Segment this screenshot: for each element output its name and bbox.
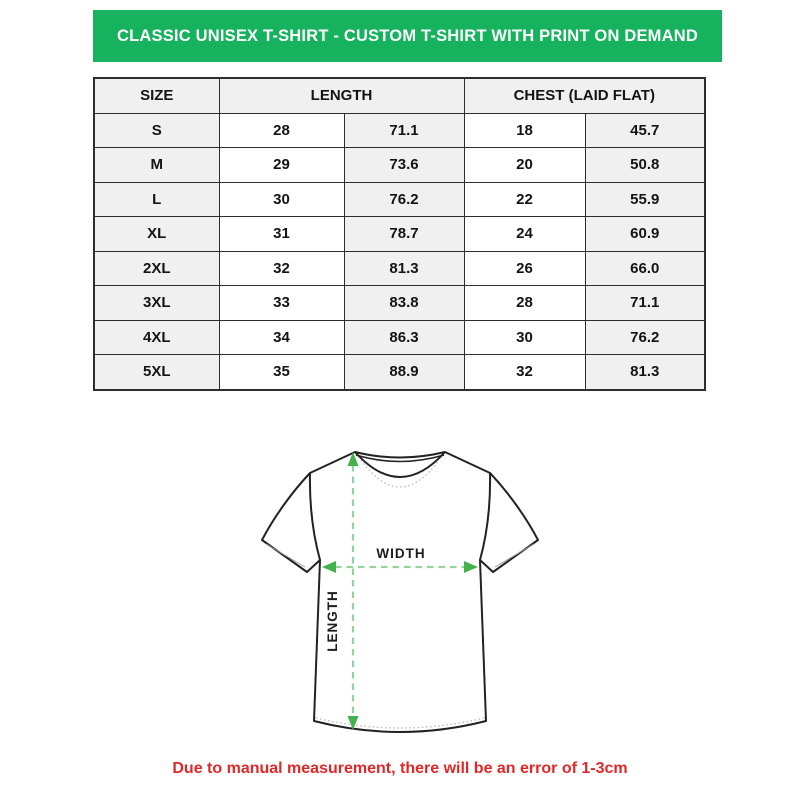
length-cm-cell: 88.9	[344, 355, 464, 390]
chest-in-cell: 28	[464, 286, 585, 321]
chest-cm-cell: 50.8	[585, 148, 705, 183]
length-label: LENGTH	[325, 590, 340, 652]
chest-in-cell: 22	[464, 182, 585, 217]
length-cm-cell: 73.6	[344, 148, 464, 183]
table-row	[94, 251, 705, 286]
length-in-cell: 32	[219, 251, 344, 286]
tshirt-measurement-diagram	[250, 440, 550, 750]
length-in-cell: 34	[219, 320, 344, 355]
table-row	[94, 217, 705, 252]
chest-cm-cell: 81.3	[585, 355, 705, 390]
length-in-cell: 33	[219, 286, 344, 321]
chest-cm-cell: 55.9	[585, 182, 705, 217]
chest-cm-cell: 71.1	[585, 286, 705, 321]
measurement-error-note: Due to manual measurement, there will be an error of 1-3cm	[172, 760, 628, 777]
size-cell: XL	[94, 217, 219, 252]
chest-in-cell: 18	[464, 113, 585, 148]
length-cm-cell: 86.3	[344, 320, 464, 355]
size-cell: 2XL	[94, 251, 219, 286]
size-chart-table	[93, 77, 706, 391]
length-in-cell: 29	[219, 148, 344, 183]
size-cell: M	[94, 148, 219, 183]
length-cm-cell: 83.8	[344, 286, 464, 321]
length-in-cell: 30	[219, 182, 344, 217]
table-row	[94, 182, 705, 217]
size-chart	[93, 77, 706, 391]
header-row	[94, 78, 705, 113]
table-row	[94, 320, 705, 355]
col-header-length: LENGTH	[219, 78, 464, 113]
table-row	[94, 148, 705, 183]
length-cm-cell: 76.2	[344, 182, 464, 217]
size-cell: S	[94, 113, 219, 148]
length-cm-cell: 71.1	[344, 113, 464, 148]
tshirt-outline	[262, 452, 538, 732]
length-in-cell: 35	[219, 355, 344, 390]
title-banner	[93, 10, 722, 62]
size-cell: 5XL	[94, 355, 219, 390]
chest-in-cell: 32	[464, 355, 585, 390]
chest-in-cell: 20	[464, 148, 585, 183]
chest-cm-cell: 60.9	[585, 217, 705, 252]
page-title: CLASSIC UNISEX T-SHIRT - CUSTOM T-SHIRT WITH PRINT ON DEMAND	[117, 26, 698, 45]
table-row	[94, 113, 705, 148]
size-cell: L	[94, 182, 219, 217]
col-header-chest: CHEST (LAID FLAT)	[464, 78, 705, 113]
length-in-cell: 31	[219, 217, 344, 252]
chest-in-cell: 26	[464, 251, 585, 286]
chest-cm-cell: 66.0	[585, 251, 705, 286]
length-cm-cell: 81.3	[344, 251, 464, 286]
width-label: WIDTH	[376, 546, 426, 561]
chest-in-cell: 24	[464, 217, 585, 252]
chest-cm-cell: 45.7	[585, 113, 705, 148]
size-cell: 4XL	[94, 320, 219, 355]
col-header-size: SIZE	[94, 78, 219, 113]
size-cell: 3XL	[94, 286, 219, 321]
chest-in-cell: 30	[464, 320, 585, 355]
table-row	[94, 286, 705, 321]
length-in-cell: 28	[219, 113, 344, 148]
table-row	[94, 355, 705, 390]
chest-cm-cell: 76.2	[585, 320, 705, 355]
length-cm-cell: 78.7	[344, 217, 464, 252]
